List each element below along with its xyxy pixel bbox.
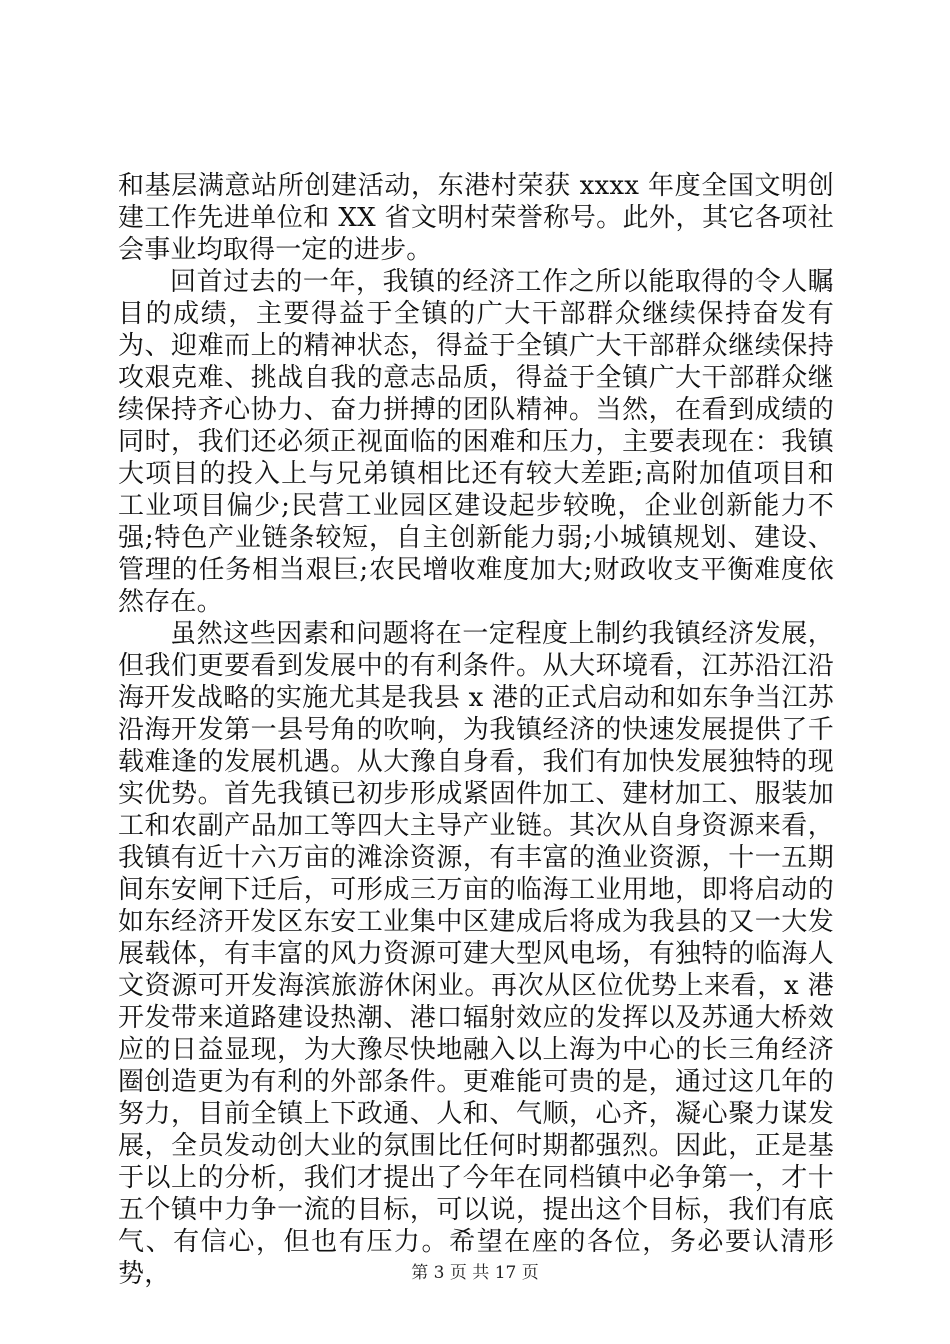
page-number-footer: 第 3 页 共 17 页 [411, 1263, 539, 1283]
paragraph-continuation: 和基层满意站所创建活动，东港村荣获 xxxx 年度全国文明创建工作先进单位和 XX 省文明村荣誉称号。此外，其它各项社会事业均取得一定的进步。 [118, 171, 834, 265]
document-body [118, 170, 834, 1290]
paragraph-favorable-conditions: 虽然这些因素和问题将在一定程度上制约我镇经济发展，但我们更要看到发展中的有利条件。从大环境看，江苏沿江沿海开发战略的实施尤其是我县 x 港的正式启动和如东争当江苏沿海开发第一县号角的吹响，为我镇经济的快速发展提供了千载难逢的发展机遇。从大豫自身看，我们有加快发展独特的现实优势。首先我镇已初步形成紧固件加工、建材加工、服装加工和农副产品加工等四大主导产业链。其次从自身资源来看，我镇有近十六万亩的滩涂资源，有丰富的渔业资源，十一五期间东安闸下迁后，可形成三万亩的临海工业用地，即将启动的如东经济开发区东安工业集中区建成后将成为我县的又一大发展载体，有丰富的风力资源可建大型风电场，有独特的临海人文资源可开发海滨旅游休闲业。再次从区位优势上来看，x 港开发带来道路建设热潮、港口辐射效应的发挥以及苏通大桥效应的日益显现，为大豫尽快地融入以上海为中心的长三角经济圈创造更为有利的外部条件。更难能可贵的是，通过这几年的努力，目前全镇上下政通、人和、气顺，心齐，凝心聚力谋发展，全员发动创大业的氛围比任何时期都强烈。因此，正是基于以上的分析，我们才提出了今年在同档镇中必争第一，才十五个镇中力争一流的目标，可以说，提出这个目标，我们有底气、有信心，但也有压力。希望在座的各位，务必要认清形势， [118, 619, 834, 1289]
paragraph-achievements-and-problems: 回首过去的一年，我镇的经济工作之所以能取得的令人瞩目的成绩，主要得益于全镇的广大干部群众继续保持奋发有为、迎难而上的精神状态，得益于全镇广大干部群众继续保持攻艰克难、挑战自我的意志品质，得益于全镇广大干部群众继续保持齐心协力、奋力拼搏的团队精神。当然，在看到成绩的同时，我们还必须正视面临的困难和压力，主要表现在：我镇大项目的投入上与兄弟镇相比还有较大差距;高附加值项目和工业项目偏少;民营工业园区建设起步较晚，企业创新能力不强;特色产业链条较短，自主创新能力弱;小城镇规划、建设、管理的任务相当艰巨;农民增收难度加大;财政收支平衡难度依然存在。 [118, 267, 834, 617]
